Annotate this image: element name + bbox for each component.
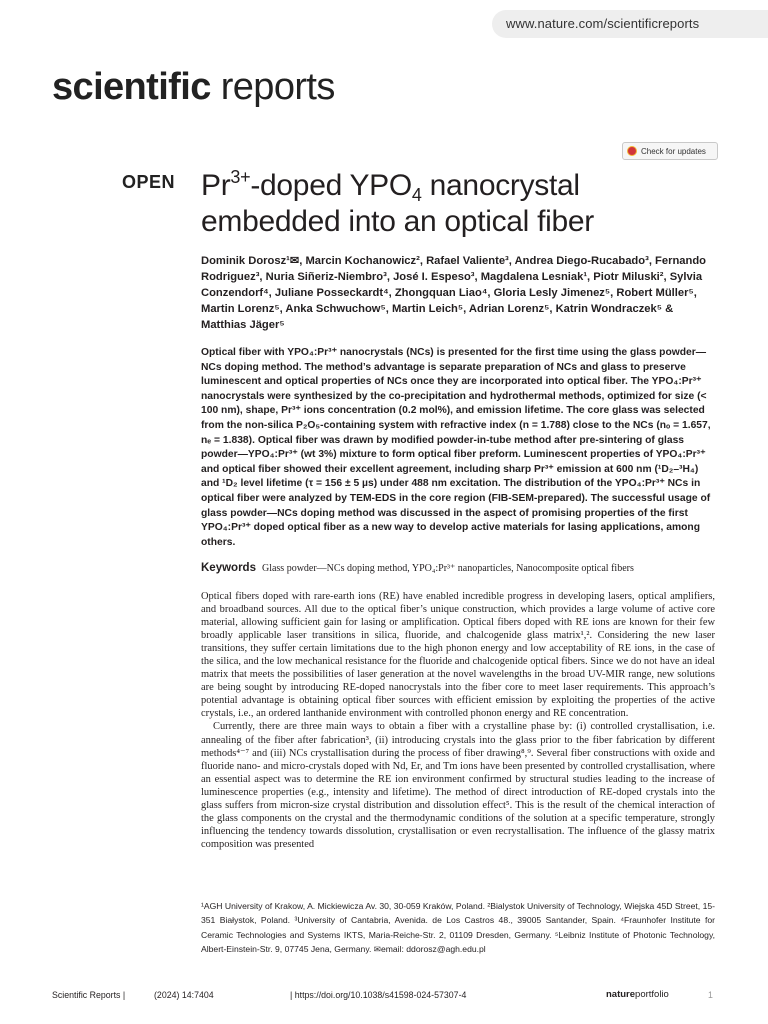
page-number: 1 (708, 990, 713, 1000)
body-paragraph-2: Currently, there are three main ways to obtain a fiber with a crystalline phase by: (i) controlled crystallisation, i.e. annealing of the fiber after fabrication³, (ii) introducing crystals into the glass prior to the fiber fabrication by different methods⁴⁻⁷ and (iii) NCs crystallisation during the process of fiber drawing⁸,⁹. Several fiber constructions with oxide and fluoride nano- and micro-crystals doped with Nd, Er, and Tm ions have been presented by controlled crystallisation, where an essential aspect was to determine the RE ion environment confirmed by structural studies leading to the increase of luminescence properties (e.g., intensity and lifetime). The method of direct introduction of RE-doped crystals into the glass suffers from micron-size crystal distribution and dissolution effect⁵. This is the result of the chemical interaction of the glass components on the crystal and the thermodynamic conditions of the solution at a specific temperature, strongly influencing the tendency towards dissolution, crystallisation or even recrystallisation. The influence of the glassy matrix composition was presented (201, 721, 715, 850)
affiliations: ¹AGH University of Krakow, A. Mickiewicza Av. 30, 30-059 Kraków, Poland. ²Bialystok University of Technology, Wiejska 45D Street, 15-351 Białystok, Poland. ³University of Cantabria, Avenida. de Los Castros 48., 39005 Santander, Spain. ⁴Fraunhofer Institute for Ceramic Technologies and Systems IKTS, Maria-Reiche-Str. 2, 01109 Dresden, Germany. ⁵Leibniz Institute of Photonic Technology, Albert-Einstein-Str. 9, 07745 Jena, Germany. ✉email: ddorosz@agh.edu.pl (201, 901, 715, 955)
journal-logo-bold: scientific (52, 66, 211, 108)
publisher-bold: nature (606, 989, 636, 1000)
footer-doi-link[interactable]: | https://doi.org/10.1038/s41598-024-57307-4 (290, 990, 467, 1000)
title-line-2: embedded into an optical fiber (201, 205, 594, 238)
keywords-label: Keywords (201, 562, 256, 574)
title-subscript: 4 (411, 185, 422, 205)
title-part: nanocrystal (421, 169, 580, 202)
author-list: Dominik Dorosz¹✉, Marcin Kochanowicz², Rafael Valiente³, Andrea Diego‑Rucabado³, Fernando Rodriguez³, Nuria Siñeriz‑Niembro³, José I. Espeso³, Magdalena Lesniak¹, Piotr Miluski², Sylvia Conzendorf⁴, Juliane Posseckardt⁴, Zhongquan Liao⁴, Gloria Lesly Jimenez⁵, Robert Müller⁵, Martin Lorenz⁵, Anka Schwuchow⁵, Martin Leich⁵, Adrian Lorenz⁵, Katrin Wondraczek⁵ & Matthias Jäger⁵ (201, 255, 707, 331)
journal-logo-light: reports (220, 66, 335, 108)
keywords-list: Glass powder—NCs doping method, YPO₄:Pr³⁺ nanoparticles, Nanocomposite optical fibers (261, 563, 634, 574)
journal-url[interactable]: www.nature.com/scientificreports (506, 16, 700, 31)
footer-volume: (2024) 14:7404 (154, 990, 214, 1000)
open-access-label: OPEN (122, 172, 176, 192)
title-line-1 (201, 168, 731, 204)
page-footer (52, 990, 716, 1004)
crossmark-icon (627, 146, 637, 156)
journal-logo[interactable] (52, 66, 335, 109)
check-updates-label: Check for updates (641, 146, 706, 156)
nature-portfolio-logo (606, 989, 669, 1000)
title-part: -doped YPO (250, 169, 412, 202)
body-paragraph-1: Optical fibers doped with rare-earth ions (RE) have enabled incredible progress in developing lasers, optical amplifiers, and broadband sources. All due to the optical fiber’s unique construction, which provides a large volume of active core material, allowing sufficient gain for lasing or amplification. Optical fibers doped with RE ions are known for their few broadly applicable laser transitions in silica, fluoride, and chalcogenide glass matrix¹,². Considering the new laser transitions, they suffer certain limitations due to the high phonon energy and low acceptability of RE ions, in the case of the silica, and the low mechanical resistance for the fluoride and chalcogenide optical fibers. Since we do not have an ideal matrix that meets the possibilities of laser generation at the novel wavelengths in the broad UV-MIR range, new solutions are being sought by introducing RE-doped nanocrystals into the fiber core to meet laser requirements. This approach’s potential advantage is obtaining optical fiber sources with efficient emission by exploiting the properties of the active crystals, i.e., an ordered lanthanide environment with controlled phonon energy and RE concentration. (201, 591, 715, 720)
title-part: Pr (201, 169, 231, 202)
url-bar (492, 10, 768, 38)
keywords (201, 562, 721, 574)
publisher-light: portfolio (635, 989, 669, 1000)
footer-journal: Scientific Reports | (52, 990, 126, 1000)
article-title (201, 168, 731, 240)
abstract: Optical fiber with YPO₄:Pr³⁺ nanocrystals (NCs) is presented for the first time using the glass powder—NCs doping method. The method’s advantage is separate preparation of NCs and glass to preserve luminescent and optical properties of NCs once they are incorporated into optical fiber. The YPO₄:Pr³⁺ nanocrystals were synthesized by the co-precipitation and hydrothermal methods, optimized for size (< 100 nm), shape, Pr³⁺ ions concentration (0.2 mol%), and emission lifetime. The core glass was selected from the non-silica P₂O₅-containing system with refractive index (n = 1.788) close to the NCs (nₒ = 1.657, nₑ = 1.838). Optical fiber was drawn by modified powder-in-tube method after pre-sintering of glass powder—YPO₄:Pr³⁺ (wt 3%) mixture to form optical fiber preform. Luminescent properties of YPO₄:Pr³⁺ and optical fiber showed their excellent agreement, including sharp Pr³⁺ emission at 600 nm (¹D₂–³H₄) and ¹D₂ level lifetime (τ = 156 ± 5 µs) under 488 nm excitation. The distribution of the YPO₄:Pr³⁺ NCs in optical fiber were analyzed by TEM-EDS in the core region (FIB-SEM-prepared). The successful usage of glass powder—NCs doping method was discussed in the aspect of promising properties of the first YPO₄:Pr³⁺ doped optical fiber as a new way to develop active materials for lasing applications, among others. (201, 347, 711, 548)
body-text (201, 590, 715, 851)
title-superscript: 3+ (230, 167, 251, 187)
check-for-updates-button[interactable] (622, 142, 718, 160)
